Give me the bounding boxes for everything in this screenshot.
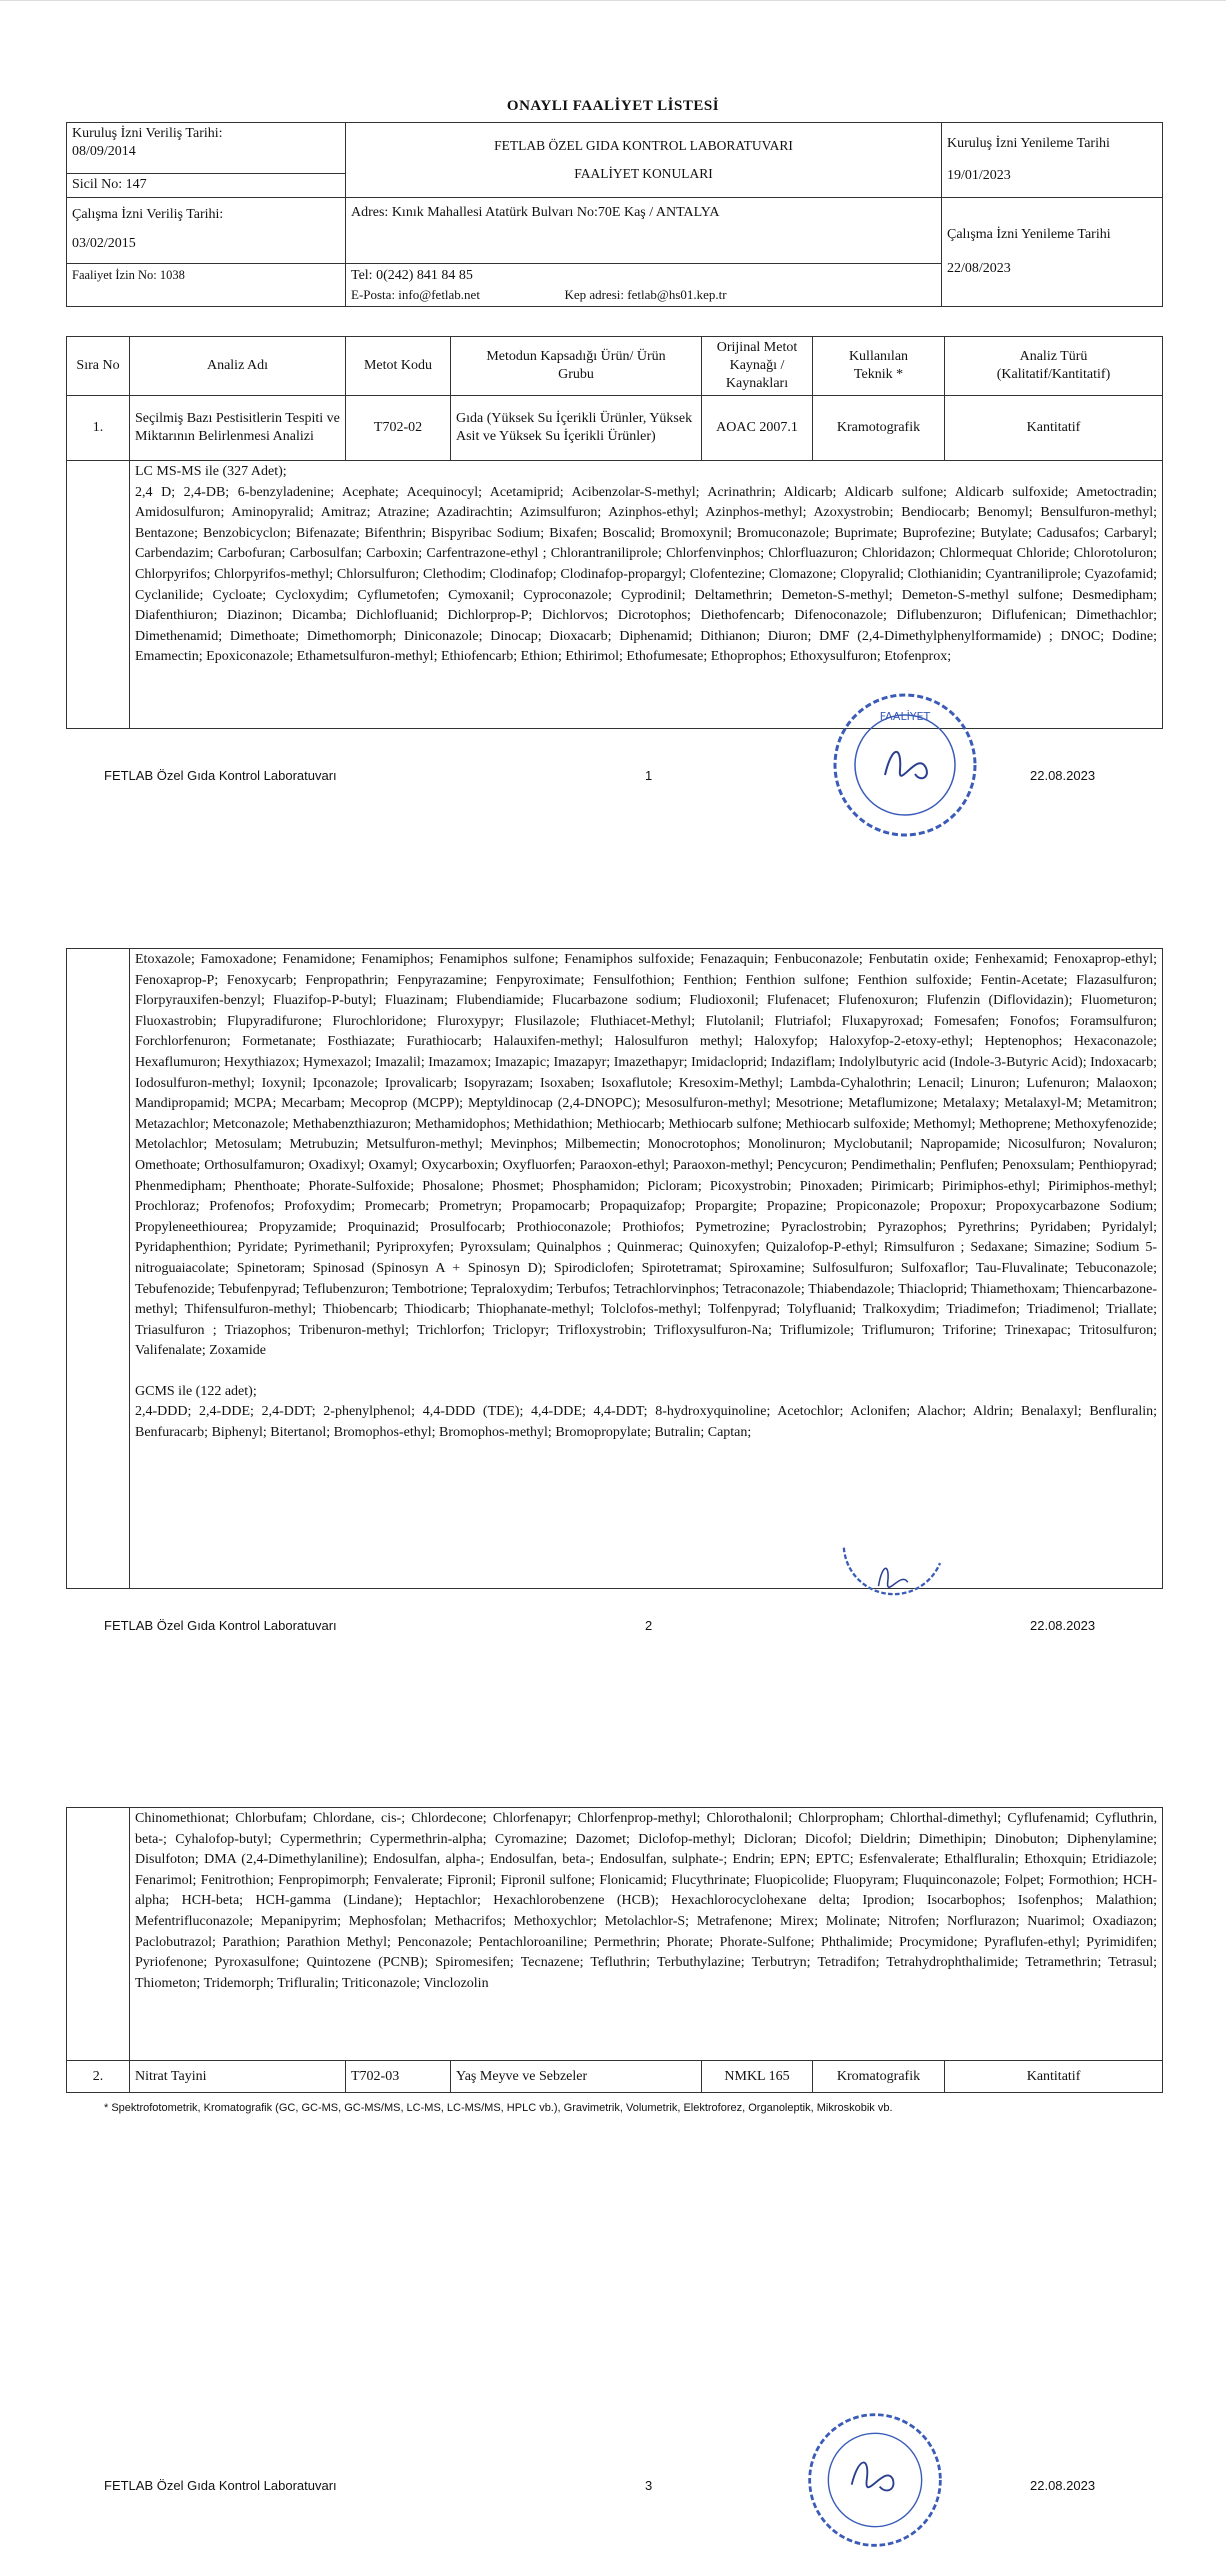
col-analiz-adi: Analiz Adı (130, 337, 346, 396)
kurulus-yenileme-label: Kuruluş İzni Yenileme Tarihi (947, 136, 1110, 151)
page-number: 2 (645, 1618, 653, 1633)
table-row (67, 2061, 1163, 2093)
row2-kod: T702-03 (346, 2061, 451, 2093)
document-title: ONAYLI FAALİYET LİSTESİ (506, 98, 720, 114)
lcms-list-page2 (130, 949, 1163, 1589)
row2-kaynak: NMKL 165 (702, 2061, 813, 2093)
col-sira-no: Sıra No (67, 337, 130, 396)
footer-date: 22.08.2023 (1030, 2478, 1096, 2493)
kurulus-yenileme-date: 19/01/2023 (947, 168, 1011, 183)
calisma-yenileme-date: 22/08/2023 (947, 261, 1011, 276)
row2-tur: Kantitatif (945, 2061, 1163, 2093)
footer-lab-name: FETLAB Özel Gıda Kontrol Laboratuvarı (104, 2478, 337, 2493)
row2-analiz: Nitrat Tayini (130, 2061, 346, 2093)
kurulus-izni-cell (67, 123, 346, 174)
stamp-icon (830, 1540, 950, 1640)
empty-cell (67, 461, 130, 729)
lcms-list-page1 (130, 461, 1163, 729)
row2-kapsam: Yaş Meyve ve Sebzeler (451, 2061, 702, 2093)
svg-text:FAALİYET: FAALİYET (879, 710, 931, 723)
kurulus-izni-date: 08/09/2014 (72, 144, 136, 159)
row1-kapsam: Gıda (Yüksek Su İçerikli Ürünler, Yüksek Asit ve Yüksek Su İçerikli Ürünler) (451, 396, 702, 461)
footer-page1 (0, 768, 1226, 788)
footer-date: 22.08.2023 (1030, 768, 1096, 783)
empty-cell (67, 1808, 130, 2061)
kep-adresi: Kep adresi: fetlab@hs01.kep.tr (564, 287, 727, 302)
page-1 (0, 0, 1226, 800)
row1-tur: Kantitatif (945, 396, 1163, 461)
footer-lab-name: FETLAB Özel Gıda Kontrol Laboratuvarı (104, 1618, 337, 1633)
gcms-text-part2: Chinomethionat; Chlorbufam; Chlordane, cis-; Chlordecone; Chlorfenapyr; Chlorfenprop-methyl; Chlorothalonil; Chlorpropham; Chlorthal-dimethyl; Cyflufenamid; Cyfluthrin, beta-; Cyhalofop-butyl; Cypermethrin; Cypermethrin-alpha; Cyromazine; Dazomet; Diclofop-methyl; Dicloran; Dicofol; Dieldrin; Dimethipin; Dinobuton; Diphenylamine; Disulfoton; DMA (2,4-Dimethylaniline); Endosulfan, alpha-; Endosulfan, beta-; Endosulfan, sulphate-; Endrin; EPN; EPTC; Esfenvalerate; Ethalfluralin; Ethoxquin; Etridiazole; Fenarimol; Fenitrothion; Fenpropimorph; Fenvalerate; Fipronil; Fipronil sulfone; Flonicamid; Flucythrinate; Fluopicolide; Fluopyram; Fluquinconazole; Folpet; Formothion; HCH-alpha; HCH-beta; HCH-gamma (Lindane); Heptachlor; Hexachlorobenzene (HCB); Hexachlorocyclohexane delta; Iprodion; Isocarbophos; Isofenphos; Malathion; Mefentrifluconazole; Mepanipyrim; Mephosfolan; Methacrifos; Methoxychlor; Metolachlor-S; Metrafenone; Mirex; Molinate; Nitrofen; Norflurazon; Nuarimol; Oxadiazon; Paclobutrazol; Parathion; Parathion Methyl; Penconazole; Pentachloroaniline; Permethrin; Phorate; Phorate-Sulfone; Phthalimide; Procymidone; Pyraflufen-ethyl; Pyrimidifen; Pyriofenone; Pyroxasulfone; Quintozene (PCNB); Spiromesifen; Tecnazene; Tefluthrin; Terbuthylazine; Terbutryn; Tetradifon; Tetrahydrophthalimide; Tetramethrin; Tetrasul; Thiometon; Tridemorph; Trifluralin; Triticonazole; Vinclozolin (135, 1811, 1158, 1991)
row2-teknik: Kromatografik (813, 2061, 945, 2093)
footer-date: 22.08.2023 (1030, 1618, 1096, 1633)
gcms-text-part1: 2,4-DDD; 2,4-DDE; 2,4-DDT; 2-phenylphenol; 4,4-DDD (TDE); 4,4-DDE; 4,4-DDT; 8-hydroxyquinoline; Acetochlor; Aclonifen; Alachor; Aldrin; Benalaxyl; Benfluralin; Benfuracarb; Biphenyl; Bitertanol; Bromophos-ethyl; Bromophos-methyl; Bromopropylate; Butralin; Captan; (135, 1404, 1157, 1441)
row1-teknik: Kramotografik (813, 396, 945, 461)
lcms-text-part2: Etoxazole; Famoxadone; Fenamidone; Fenamiphos; Fenamiphos sulfone; Fenamiphos sulfoxide; Fenazaquin; Fenbuconazole; Fenbutatin oxide; Fenhexamid; Fenoxaprop-ethyl; Fenoxaprop-P; Fenoxycarb; Fenpropathrin; Fenpyrazamine; Fenpyroximate; Fensulfothion; Fenthion; Fenthion sulfone; Fenthion sulfoxide; Fentin-Acetate; Flazasulfuron; Florpyrauxifen-benzyl; Fluazifop-P-butyl; Fluazinam; Flubendiamide; Flucarbazone sodium; Fludioxonil; Flufenacet; Flufenoxuron; Flufenzin (Diflovidazin); Fluometuron; Fluoxastrobin; Flupyradifurone; Flurochloridone; Fluroxypyr; Flusilazole; Fluthiacet-Methyl; Flutolanil; Flutriafol; Fluxapyroxad; Fomesafen; Fonofos; Foramsulfuron; Forchlorfenuron; Formetanate; Fosthiazate; Furathiocarb; Halauxifen-methyl; Halosulfuron methyl; Haloxyfop; Haloxyfop-2-etoxy-ethyl; Heptenophos; Hexaconazole; Hexaflumuron; Hexythiazox; Hymexazol; Imazalil; Imazamox; Imazapic; Imazapyr; Imazethapyr; Imidacloprid; Indaziflam; Indolylbutyric acid (Indole-3-Butyric Acid); Indoxacarb; Iodosulfuron-methyl; Ioxynil; Ipconazole; Iprovalicarb; Isopyrazam; Isoxaben; Isoxaflutole; Kresoxim-Methyl; Lambda-Cyhalothrin; Lenacil; Linuron; Lufenuron; Malaoxon; Mandipropamid; MCPA; Mecarbam; Mecoprop (MCPP); Meptyldinocap (2,4-DNOPC); Mesosulfuron-methyl; Mesotrione; Metaflumizone; Metalaxy; Metalaxyl-M; Metamitron; Metazachlor; Metconazole; Methabenzthiazuron; Methamidophos; Methidathion; Methiocarb; Methiocarb sulfone; Methiocarb sulfoxide; Methomyl; Methoprene; Methoxyfenozide; Metolachlor; Metosulam; Metrubuzin; Metsulfuron-methyl; Mevinphos; Milbemectin; Monocrotophos; Monolinuron; Myclobutanil; Napropamide; Nicosulfuron; Novaluron; Omethoate; Orthosulfamuron; Oxadixyl; Oxamyl; Oxycarboxin; Oxyfluorfen; Paraoxon-ethyl; Paraoxon-methyl; Pencycuron; Pendimethalin; Penflufen; Penoxsulam; Penthiopyrad; Phenmedipham; Phenthoate; Phorate-Sulfoxide; Phosalone; Phosmet; Phosphamidon; Picloram; Picoxystrobin; Pinoxaden; Pirimicarb; Pirimiphos-ethyl; Pirimiphos-methyl; Prochloraz; Profenofos; Profoxydim; Promecarb; Prometryn; Propamocarb; Propaquizafop; Propargite; Propazine; Propiconazole; Propoxur; Propoxycarbazone Sodium; Propyleneethiourea; Propyzamide; Proquinazid; Prosulfocarb; Prothioconazole; Prothiofos; Pymetrozine; Pyraclostrobin; Pyrazophos; Pyrethrins; Pyridaben; Pyridalyl; Pyridaphenthion; Pyridate; Pyrimethanil; Pyriproxyfen; Pyroxsulam; Quinalphos ; Quinmerac; Quinoxyfen; Quizalofop-P-ethyl; Rimsulfuron ; Sedaxane; Simazine; Sodium 5-nitroguaiacolate; Spinetoram; Spinosad (Spinosyn A + Spinosyn D); Spirodiclofen; Spirotetramat; Spiroxamine; Sulfosulfuron; Sulfoxaflor; Tau-Fluvalinate; Tebuconazole; Tebufenozide; Tebufenpyrad; Teflubenzuron; Tembotrione; Tepraloxydim; Terbufos; Tetrachlorvinphos; Tetraconazole; Thiabendazole; Thiacloprid; Thiamethoxam; Thiencarbazone-methyl; Thifensulfuron-methyl; Thiobencarb; Thiodicarb; Thiophanate-methyl; Tolclofos-methyl; Tolfenpyrad; Tolyfluanid; Tralkoxydim; Triadimefon; Triadimenol; Triallate; Triasulfuron ; Triazophos; Tribenuron-methyl; Trichlorfon; Triclopyr; Trifloxystrobin; Trifloxysulfuron-Na; Triflumizole; Triflumuron; Triforine; Trinexapac; Tritosulfuron; Valifenalate; Zoxamide (135, 952, 1157, 1359)
stamp-icon (830, 690, 980, 840)
tel: Tel: 0(242) 841 84 85 (351, 268, 473, 283)
page-number: 3 (645, 2478, 653, 2493)
footer-page2 (0, 1618, 1226, 1638)
lcms-row (67, 461, 1163, 729)
kurulus-izni-label: Kuruluş İzni Veriliş Tarihi: (72, 126, 223, 141)
column-header-row (67, 337, 1163, 396)
calisma-izni-cell (67, 198, 346, 264)
kurulus-yenileme-cell (942, 123, 1163, 198)
calisma-yenileme-label: Çalışma İzni Yenileme Tarihi (947, 227, 1111, 242)
footer-page3 (0, 2478, 1226, 2498)
lab-name: FETLAB ÖZEL GIDA KONTROL LABORATUVARI (494, 138, 793, 153)
adres: Adres: Kınık Mahallesi Atatürk Bulvarı No:70E Kaş / ANTALYA (346, 198, 942, 264)
col-metot-kodu: Metot Kodu (346, 337, 451, 396)
activity-table (66, 336, 1163, 729)
header-table (66, 122, 1163, 307)
col-teknik: Kullanılan Teknik * (813, 337, 945, 396)
page-3 (0, 1790, 1226, 2560)
col-orijinal: Orijinal Metot Kaynağı / Kaynakları (702, 337, 813, 396)
row1-kod: T702-02 (346, 396, 451, 461)
stamp-icon (805, 2410, 945, 2550)
sicil-no: Sicil No: 147 (67, 174, 346, 198)
lcms-heading: LC MS-MS ile (327 Adet); (135, 464, 287, 479)
faaliyet-konulari: FAALİYET KONULARI (574, 166, 713, 181)
activity-table-cont2 (66, 1807, 1163, 2093)
row1-no: 1. (67, 396, 130, 461)
contact-cell (346, 264, 942, 307)
activity-table-cont (66, 948, 1163, 1589)
email-kep-line (351, 285, 936, 304)
lab-name-cell (346, 123, 942, 198)
calisma-izni-label: Çalışma İzni Veriliş Tarihi: (72, 207, 224, 222)
gcms-heading: GCMS ile (122 adet); (135, 1383, 257, 1399)
row1-analiz: Seçilmiş Bazı Pestisitlerin Tespiti ve Miktarının Belirlenmesi Analizi (130, 396, 346, 461)
calisma-izni-date: 03/02/2015 (72, 236, 136, 251)
col-tur: Analiz Türü (Kalitatif/Kantitatif) (945, 337, 1163, 396)
empty-cell (67, 949, 130, 1589)
lcms-text-part1: 2,4 D; 2,4-DB; 6-benzyladenine; Acephate; Acequinocyl; Acetamiprid; Acibenzolar-S-methyl; Acrinathrin; Aldicarb; Aldicarb sulfone; Aldicarb sulfoxide; Ametoctradin; Amidosulfuron; Aminopyralid; Amitraz; Atrazine; Azadirachtin; Azimsulfuron; Azinphos-ethyl; Azinphos-methyl; Azoxystrobin; Bendiocarb; Benomyl; Bensulfuron-methyl; Bentazone; Benzobicyclon; Bifenazate; Bifenthrin; Bispyribac Sodium; Bixafen; Boscalid; Bromoxynil; Bromuconazole; Buprimate; Buprofezine; Butylate; Cadusafos; Carbaryl; Carbendazim; Carbofuran; Carbosulfan; Carboxin; Carfentrazone-ethyl ; Chlorantraniliprole; Chlorfenvinphos; Chlorfluazuron; Chloridazon; Chlormequat Chloride; Chlorotoluron; Chlorpyrifos; Chlorpyrifos-methyl; Chlorsulfuron; Clethodim; Clodinafop; Clodinafop-propargyl; Clofentezine; Clomazone; Clopyralid; Clothianidin; Cyantraniliprole; Cyazofamid; Cyclanilide; Cycloate; Cycloxydim; Cyflumetofen; Cymoxanil; Cyproconazole; Cyprodinil; Deltamethrin; Demeton-S-methyl; Demeton-S-methyl sulfone; Desmedipham; Diafenthiuron; Diazinon; Dicamba; Dichlofluanid; Dichlorprop-P; Dichlorvos; Dicrotophos; Diethofencarb; Difenoconazole; Diflubenzuron; Diflufenican; Dimethachlor; Dimethenamid; Dimethoate; Dimethomorph; Diniconazole; Dinocap; Dioxacarb; Diphenamid; Dithianon; Diuron; DMF (2,4-Dimethylphenylformamide) ; DNOC; Dodine; Emamectin; Epoxiconazole; Ethametsulfuron-methyl; Ethiofencarb; Ethion; Ethirimol; Ethofumesate; Ethoprophos; Ethoxysulfuron; Etofenprox; (135, 484, 1157, 665)
calisma-yenileme-cell (942, 198, 1163, 307)
row1-kaynak: AOAC 2007.1 (702, 396, 813, 461)
col-kapsam: Metodun Kapsadığı Ürün/ Ürün Grubu (451, 337, 702, 396)
page-number: 1 (645, 768, 653, 783)
row2-no: 2. (67, 2061, 130, 2093)
table-row (67, 396, 1163, 461)
footnote: * Spektrofotometrik, Kromatografik (GC, GC-MS, GC-MS/MS, LC-MS, LC-MS/MS, HPLC vb.), Gravimetrik, Volumetrik, Elektroforez, Organoleptik, Mikroskobik vb. (104, 2102, 893, 2114)
page-2 (0, 920, 1226, 1640)
eposta: E-Posta: info@fetlab.net (351, 287, 480, 302)
gcms-list-page3 (130, 1808, 1163, 2061)
footer-lab-name: FETLAB Özel Gıda Kontrol Laboratuvarı (104, 768, 337, 783)
faaliyet-izin-no: Faaliyet İzin No: 1038 (67, 264, 346, 307)
